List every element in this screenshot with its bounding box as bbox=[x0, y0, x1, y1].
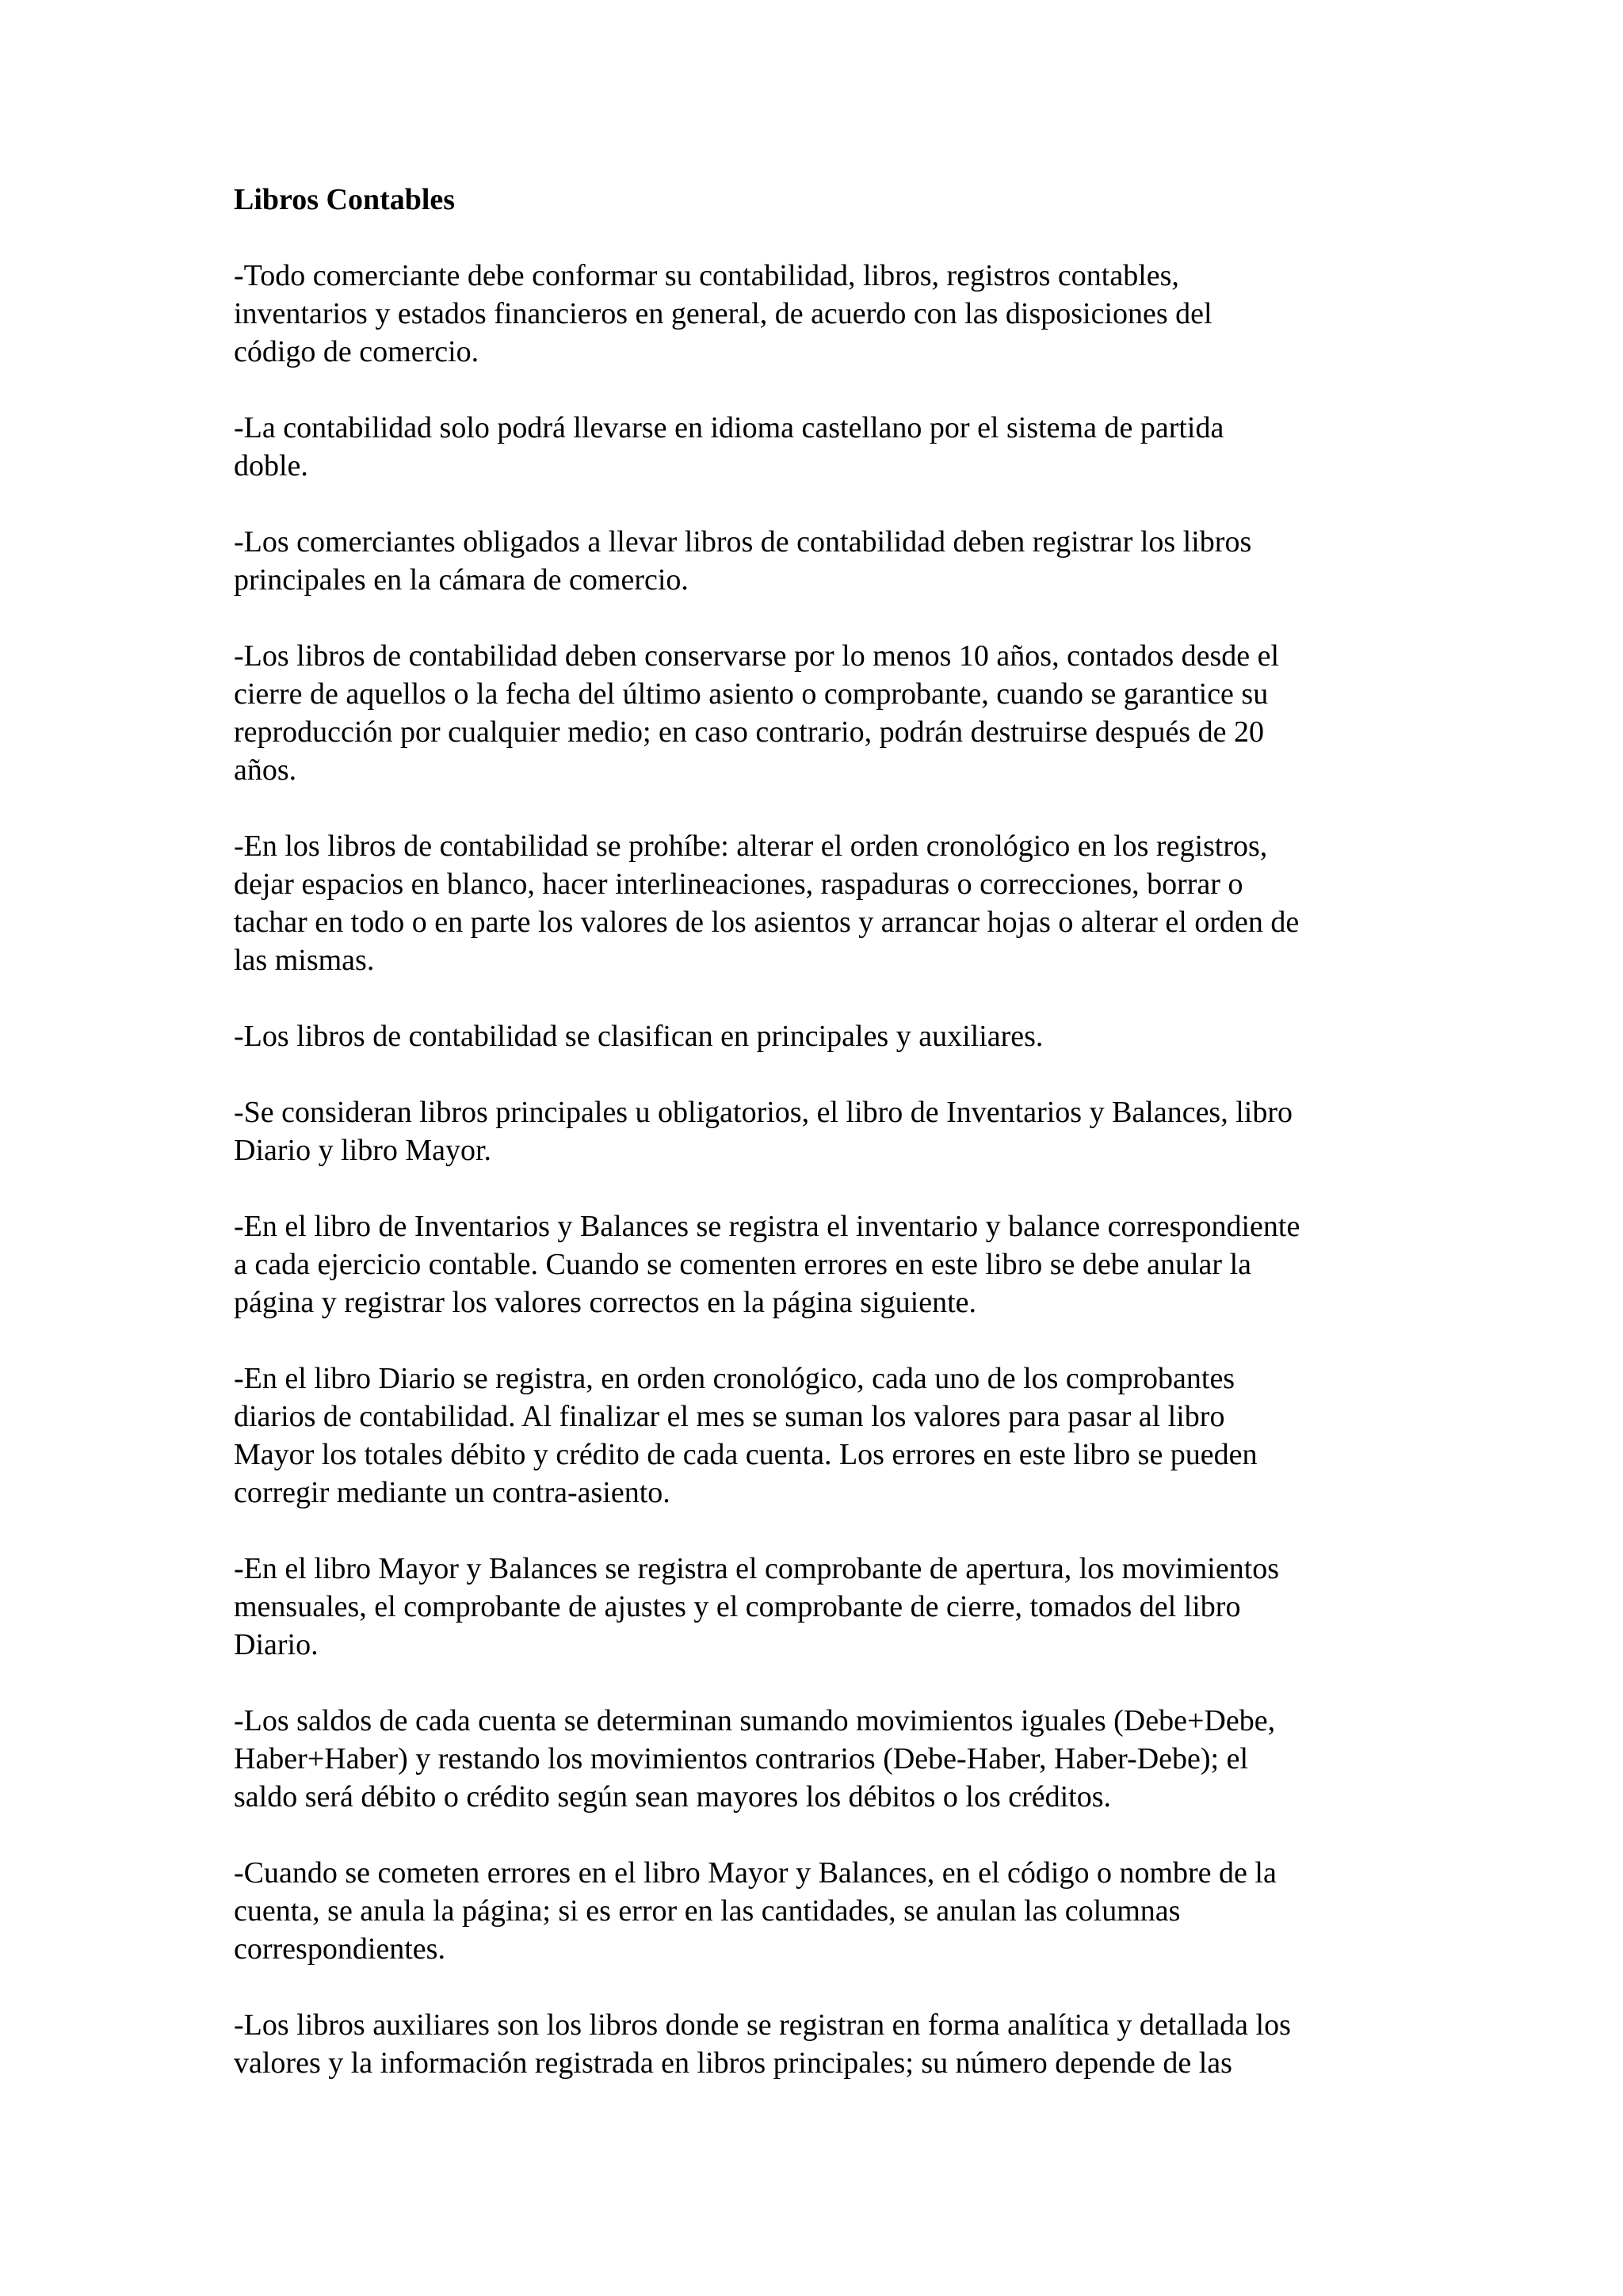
paragraph bbox=[234, 2006, 1423, 2082]
paragraph-line: doble. bbox=[234, 449, 308, 482]
document-body bbox=[234, 181, 1423, 2120]
paragraph-line: cierre de aquellos o la fecha del último asiento o comprobante, cuando se garantice su bbox=[234, 677, 1269, 711]
paragraph-line: a cada ejercicio contable. Cuando se comenten errores en este libro se debe anular la bbox=[234, 1248, 1252, 1281]
paragraph-line: mensuales, el comprobante de ajustes y el comprobante de cierre, tomados del libro bbox=[234, 1590, 1241, 1623]
paragraph-line: reproducción por cualquier medio; en caso contrario, podrán destruirse después de 20 bbox=[234, 715, 1264, 749]
paragraph-line: correspondientes. bbox=[234, 1932, 445, 1966]
paragraph bbox=[234, 1360, 1423, 1512]
paragraph bbox=[234, 1093, 1423, 1169]
paragraph-line: las mismas. bbox=[234, 944, 375, 977]
paragraph bbox=[234, 1702, 1423, 1816]
paragraph-line: saldo será débito o crédito según sean mayores los débitos o los créditos. bbox=[234, 1780, 1112, 1814]
paragraph-line: Mayor los totales débito y crédito de cada cuenta. Los errores en este libro se pueden bbox=[234, 1438, 1258, 1471]
paragraph-line: -En los libros de contabilidad se prohíbe: alterar el orden cronológico en los registros, bbox=[234, 830, 1268, 863]
document-title: Libros Contables bbox=[234, 183, 456, 216]
paragraph-line: -La contabilidad solo podrá llevarse en idioma castellano por el sistema de partida bbox=[234, 411, 1224, 444]
paragraph bbox=[234, 827, 1423, 979]
paragraph-line: -En el libro Diario se registra, en orden cronológico, cada uno de los comprobantes bbox=[234, 1362, 1235, 1395]
paragraph-line: -Los libros auxiliares son los libros donde se registran en forma analítica y detallada los bbox=[234, 2008, 1291, 2042]
paragraph-line: -En el libro de Inventarios y Balances se registra el inventario y balance correspondiente bbox=[234, 1210, 1300, 1243]
paragraph-line: corregir mediante un contra-asiento. bbox=[234, 1476, 670, 1509]
paragraph-line: -Los comerciantes obligados a llevar libros de contabilidad deben registrar los libros bbox=[234, 525, 1252, 559]
paragraph-line: -Cuando se cometen errores en el libro Mayor y Balances, en el código o nombre de la bbox=[234, 1856, 1277, 1890]
paragraph-line: diarios de contabilidad. Al finalizar el mes se suman los valores para pasar al libro bbox=[234, 1400, 1225, 1433]
paragraph bbox=[234, 257, 1423, 371]
paragraph-line: página y registrar los valores correctos en la página siguiente. bbox=[234, 1286, 976, 1319]
paragraph-line: Diario y libro Mayor. bbox=[234, 1134, 492, 1167]
paragraph-line: -En el libro Mayor y Balances se registra el comprobante de apertura, los movimientos bbox=[234, 1552, 1280, 1585]
paragraph-line: -Todo comerciante debe conformar su contabilidad, libros, registros contables, bbox=[234, 259, 1179, 292]
paragraph-line: valores y la información registrada en libros principales; su número depende de las bbox=[234, 2046, 1232, 2080]
paragraph-line: Haber+Haber) y restando los movimientos contrarios (Debe-Haber, Haber-Debe); el bbox=[234, 1742, 1249, 1775]
paragraph-line: tachar en todo o en parte los valores de los asientos y arrancar hojas o alterar el orden de bbox=[234, 906, 1300, 939]
paragraph-line: -Los saldos de cada cuenta se determinan sumando movimientos iguales (Debe+Debe, bbox=[234, 1704, 1276, 1737]
paragraph bbox=[234, 523, 1423, 599]
paragraph-line: código de comercio. bbox=[234, 335, 479, 368]
paragraph-line: -Los libros de contabilidad deben conservarse por lo menos 10 años, contados desde el bbox=[234, 639, 1280, 673]
paragraph-line: -Los libros de contabilidad se clasifican en principales y auxiliares. bbox=[234, 1020, 1044, 1053]
paragraph bbox=[234, 1550, 1423, 1664]
paragraph bbox=[234, 1854, 1423, 1968]
paragraph bbox=[234, 637, 1423, 789]
paragraph-line: inventarios y estados financieros en general, de acuerdo con las disposiciones del bbox=[234, 297, 1212, 330]
paragraph-line: -Se consideran libros principales u obligatorios, el libro de Inventarios y Balances, libro bbox=[234, 1096, 1293, 1129]
paragraph-line: principales en la cámara de comercio. bbox=[234, 563, 689, 597]
paragraph bbox=[234, 1017, 1423, 1055]
paragraph-line: cuenta, se anula la página; si es error en las cantidades, se anulan las columnas bbox=[234, 1894, 1181, 1928]
paragraph-line: Diario. bbox=[234, 1628, 319, 1661]
paragraph bbox=[234, 1207, 1423, 1322]
paragraph bbox=[234, 409, 1423, 485]
paragraph-list bbox=[234, 257, 1423, 2082]
paragraph-line: años. bbox=[234, 753, 297, 787]
paragraph-line: dejar espacios en blanco, hacer interlineaciones, raspaduras o correcciones, borrar o bbox=[234, 868, 1243, 901]
